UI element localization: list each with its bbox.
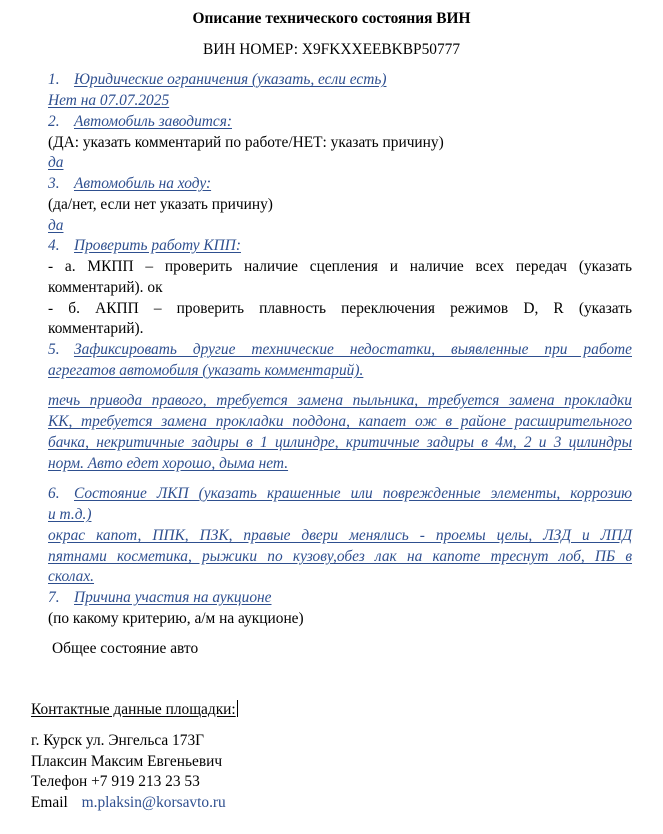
section-3-heading xyxy=(48,173,632,194)
section-5-heading-line-1 xyxy=(48,339,632,360)
section-4-manual-line-2: комментарий). ок xyxy=(48,279,163,296)
section-title: Автомобиль заводится: xyxy=(74,113,232,130)
section-title: Причина участия на аукционе xyxy=(74,589,272,606)
contacts-heading-text: Контактные данные площадки: xyxy=(31,701,236,718)
section-title: Зафиксировать другие технические недостатки, выявленные при работе xyxy=(74,341,632,358)
email-label: Email xyxy=(31,794,68,811)
section-4-heading xyxy=(48,235,632,256)
section-5-heading-line-2: агрегатов автомобиля (указать комментарий). xyxy=(48,362,364,379)
document-title: Описание технического состояния ВИН xyxy=(192,10,471,27)
section-title: Автомобиль на ходу: xyxy=(74,175,212,192)
section-5-answer-line-2: КК, требуется замена прокладки поддона, капает ож в районе расширительного xyxy=(48,413,632,430)
section-6-answer-line-1: окрас капот, ППК, ПЗК, правые двери менялись - проемы целы, ЛЗД и ЛПД xyxy=(48,527,632,544)
section-5-answer-line-3: бачка, некритичные задиры в 1 цилиндре, критичные задиры в 4м, 2 и 3 цилиндры xyxy=(48,434,632,451)
contacts-heading xyxy=(31,699,238,720)
section-number: 5. xyxy=(48,341,60,358)
section-2-heading xyxy=(48,111,632,132)
section-5-answer-line-4: норм. Авто едет хорошо, дыма нет. xyxy=(48,455,289,472)
section-6-answer-line-3: сколах. xyxy=(48,568,95,585)
section-number: 2. xyxy=(48,113,60,130)
section-number: 1. xyxy=(48,71,60,88)
section-7-hint: (по какому критерию, а/м на аукционе) xyxy=(48,610,304,627)
general-state-label: Общее состояние авто xyxy=(52,640,199,657)
section-2-answer: да xyxy=(48,154,64,171)
section-4-auto-line-1: - б. АКПП – проверить плавность переключения режимов D, R (указать xyxy=(48,300,632,317)
section-title: Проверить работу КПП: xyxy=(74,237,241,254)
section-6-answer-line-2: пятнами косметика, рыжики по кузову,обез лак на капоте треснут лоб, ПБ в xyxy=(48,548,632,565)
section-title: Состояние ЛКП (указать крашенные или поврежденные элементы, коррозию xyxy=(74,485,632,502)
section-number: 6. xyxy=(48,485,60,502)
contact-person: Плаксин Максим Евгеньевич xyxy=(31,753,223,770)
section-6-heading-line-2: и т.д.) xyxy=(48,506,92,523)
section-7-heading xyxy=(48,587,632,608)
section-title: Юридические ограничения (указать, если есть) xyxy=(74,71,387,88)
section-number: 7. xyxy=(48,589,60,606)
section-5-answer-line-1: течь привода правого, требуется замена пыльника, требуется замена прокладки xyxy=(48,392,632,409)
section-3-hint: (да/нет, если нет указать причину) xyxy=(48,196,273,213)
section-number: 3. xyxy=(48,175,60,192)
section-4-manual-line-1: - а. МКПП – проверить наличие сцепления и наличие всех передач (указать xyxy=(48,258,632,275)
section-4-auto-line-2: комментарий). xyxy=(48,320,144,337)
section-number: 4. xyxy=(48,237,60,254)
email-link[interactable]: m.plaksin@korsavto.ru xyxy=(81,794,226,811)
contact-email-row xyxy=(31,792,226,813)
section-3-answer: да xyxy=(48,217,64,234)
section-1-answer: Нет на 07.07.2025 xyxy=(48,92,170,109)
section-2-hint: (ДА: указать комментарий по работе/НЕТ: указать причину) xyxy=(48,134,444,151)
vin-number: ВИН НОМЕР: X9FKXXEEBKBP50777 xyxy=(202,41,461,58)
contact-phone: Телефон +7 919 213 23 53 xyxy=(31,773,200,790)
contact-address: г. Курск ул. Энгельса 173Г xyxy=(31,732,205,749)
section-1-heading xyxy=(48,69,632,90)
text-cursor xyxy=(237,700,238,717)
section-6-heading-line-1 xyxy=(48,483,632,504)
